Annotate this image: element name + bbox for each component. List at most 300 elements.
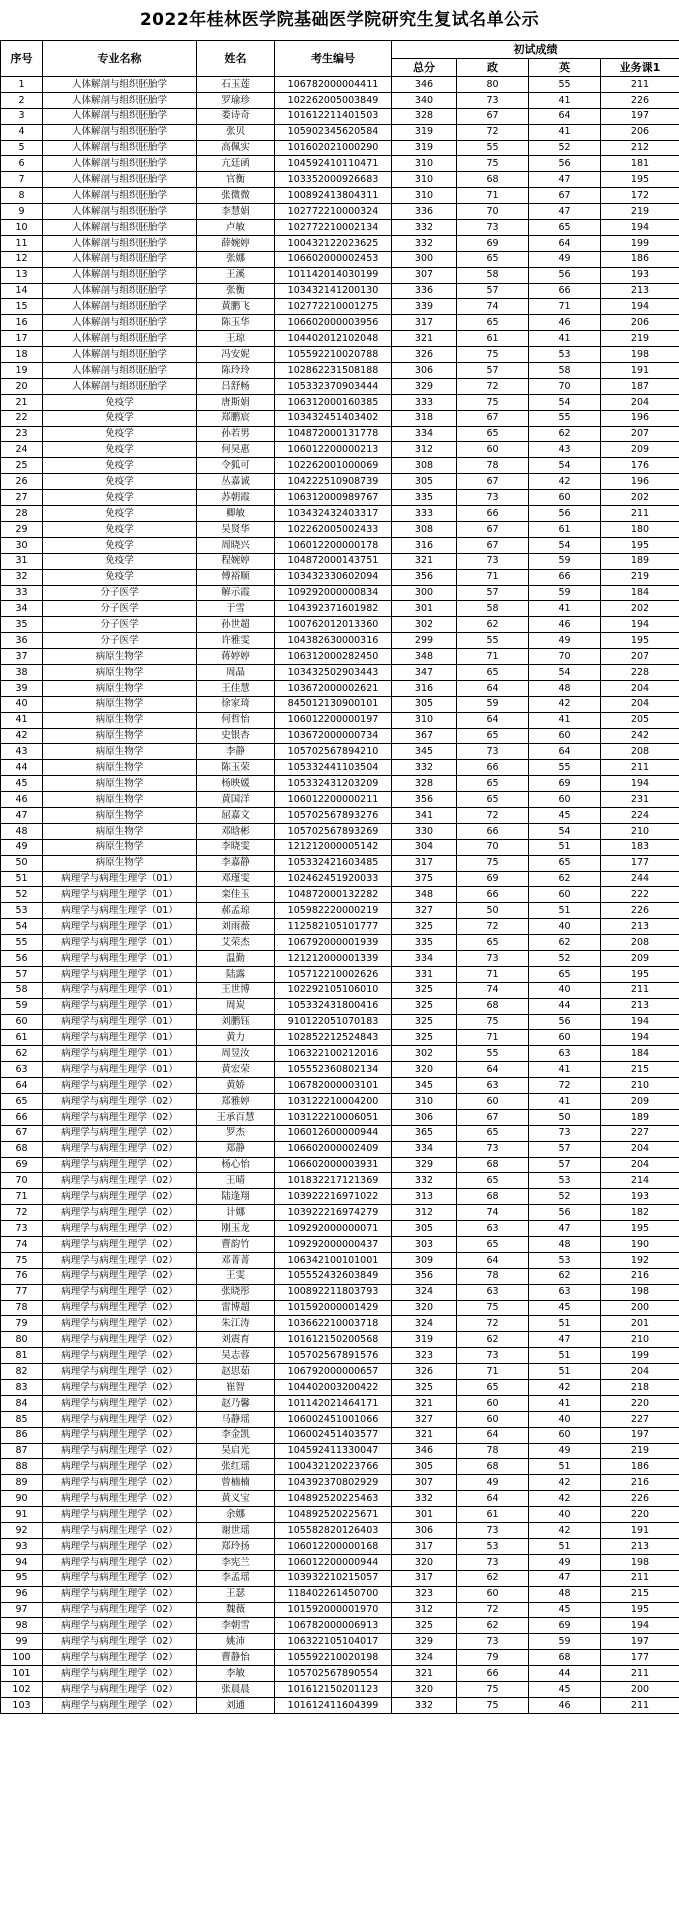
cell-name: 李金凯 [197,1427,275,1443]
cell-politics: 74 [457,1205,529,1221]
cell-politics: 67 [457,1109,529,1125]
cell-course1: 204 [601,1141,679,1157]
cell-name: 郝孟琼 [197,903,275,919]
cell-english: 61 [529,521,601,537]
cell-course1: 195 [601,966,679,982]
cell-total: 299 [392,633,457,649]
cell-total: 321 [392,553,457,569]
cell-exam-no: 102292105106010 [275,982,392,998]
cell-major: 人体解剖与组织胚胎学 [43,347,197,363]
table-row [1,680,679,696]
cell-politics: 60 [457,1411,529,1427]
cell-name: 程婉婷 [197,553,275,569]
cell-seq: 89 [1,1475,43,1491]
cell-major: 免疫学 [43,410,197,426]
cell-name: 何哲怡 [197,712,275,728]
cell-course1: 211 [601,1697,679,1713]
cell-english: 41 [529,92,601,108]
cell-name: 唐斯娟 [197,394,275,410]
cell-name: 王琼 [197,331,275,347]
table-row [1,617,679,633]
cell-politics: 71 [457,188,529,204]
cell-english: 60 [529,728,601,744]
cell-politics: 68 [457,1459,529,1475]
table-row [1,1332,679,1348]
cell-exam-no: 101612411604399 [275,1697,392,1713]
cell-seq: 96 [1,1586,43,1602]
cell-total: 320 [392,1681,457,1697]
cell-exam-no: 101832217121369 [275,1173,392,1189]
cell-major: 免疫学 [43,521,197,537]
cell-english: 40 [529,982,601,998]
cell-major: 病理学与病理生理学（02） [43,1284,197,1300]
cell-politics: 58 [457,267,529,283]
cell-major: 病理学与病理生理学（02） [43,1507,197,1523]
cell-total: 319 [392,140,457,156]
table-row [1,410,679,426]
cell-major: 病理学与病理生理学（02） [43,1094,197,1110]
table-row [1,1046,679,1062]
cell-major: 人体解剖与组织胚胎学 [43,315,197,331]
cell-politics: 73 [457,1554,529,1570]
cell-name: 张晨晨 [197,1681,275,1697]
cell-total: 310 [392,712,457,728]
cell-total: 306 [392,1109,457,1125]
cell-name: 谢世瑶 [197,1523,275,1539]
cell-politics: 65 [457,1380,529,1396]
table-row [1,935,679,951]
cell-seq: 16 [1,315,43,331]
cell-english: 51 [529,1459,601,1475]
cell-exam-no: 106782000003101 [275,1078,392,1094]
cell-name: 石玉莲 [197,77,275,93]
cell-english: 56 [529,1205,601,1221]
table-row [1,204,679,220]
cell-english: 69 [529,776,601,792]
cell-name: 曹静怡 [197,1650,275,1666]
cell-exam-no: 121212000005142 [275,839,392,855]
cell-seq: 94 [1,1554,43,1570]
cell-politics: 74 [457,982,529,998]
cell-english: 65 [529,855,601,871]
cell-course1: 181 [601,156,679,172]
cell-total: 328 [392,108,457,124]
cell-major: 人体解剖与组织胚胎学 [43,267,197,283]
cell-exam-no: 109292000000834 [275,585,392,601]
cell-english: 52 [529,140,601,156]
cell-seq: 90 [1,1491,43,1507]
table-row [1,696,679,712]
cell-english: 44 [529,1666,601,1682]
cell-english: 56 [529,1014,601,1030]
cell-english: 72 [529,1078,601,1094]
table-row [1,823,679,839]
cell-english: 41 [529,1062,601,1078]
table-row [1,1221,679,1237]
cell-name: 吕舒畅 [197,378,275,394]
cell-politics: 57 [457,585,529,601]
cell-english: 40 [529,919,601,935]
cell-english: 60 [529,792,601,808]
cell-seq: 61 [1,1030,43,1046]
cell-course1: 182 [601,1205,679,1221]
cell-total: 334 [392,950,457,966]
cell-seq: 55 [1,935,43,951]
cell-name: 陆露 [197,966,275,982]
cell-politics: 65 [457,1173,529,1189]
cell-course1: 196 [601,410,679,426]
cell-exam-no: 104872000132282 [275,887,392,903]
cell-exam-no: 106012600000944 [275,1125,392,1141]
cell-course1: 213 [601,919,679,935]
table-row [1,1523,679,1539]
table-row [1,1538,679,1554]
cell-english: 65 [529,966,601,982]
table-row [1,1554,679,1570]
cell-course1: 202 [601,490,679,506]
cell-name: 张晓彤 [197,1284,275,1300]
cell-seq: 69 [1,1157,43,1173]
cell-total: 325 [392,1014,457,1030]
cell-english: 51 [529,1316,601,1332]
cell-politics: 66 [457,887,529,903]
cell-seq: 58 [1,982,43,998]
cell-politics: 63 [457,1284,529,1300]
cell-major: 病理学与病理生理学（02） [43,1650,197,1666]
cell-politics: 65 [457,728,529,744]
cell-english: 45 [529,807,601,823]
cell-english: 57 [529,1141,601,1157]
cell-total: 325 [392,1030,457,1046]
cell-course1: 212 [601,140,679,156]
cell-name: 陆逢翔 [197,1189,275,1205]
header-name: 姓名 [197,41,275,77]
cell-exam-no: 102772210001275 [275,299,392,315]
table-row [1,1205,679,1221]
cell-major: 病理学与病理生理学（02） [43,1681,197,1697]
cell-exam-no: 106002451001066 [275,1411,392,1427]
cell-name: 黄国洋 [197,792,275,808]
cell-politics: 69 [457,871,529,887]
cell-name: 孙若男 [197,426,275,442]
table-row [1,839,679,855]
cell-course1: 204 [601,680,679,696]
table-row [1,474,679,490]
cell-politics: 75 [457,394,529,410]
cell-seq: 53 [1,903,43,919]
cell-politics: 60 [457,1395,529,1411]
cell-total: 324 [392,1284,457,1300]
cell-politics: 64 [457,1427,529,1443]
cell-name: 李孟瑶 [197,1570,275,1586]
cell-name: 赵乃馨 [197,1395,275,1411]
table-row [1,1173,679,1189]
cell-name: 苏朝霞 [197,490,275,506]
table-row [1,585,679,601]
cell-exam-no: 105552360802134 [275,1062,392,1078]
header-english: 英 [529,59,601,77]
cell-english: 49 [529,1554,601,1570]
cell-seq: 66 [1,1109,43,1125]
cell-english: 57 [529,1157,601,1173]
cell-seq: 77 [1,1284,43,1300]
cell-english: 53 [529,347,601,363]
cell-seq: 78 [1,1300,43,1316]
cell-english: 62 [529,935,601,951]
cell-politics: 73 [457,92,529,108]
cell-course1: 207 [601,649,679,665]
cell-seq: 5 [1,140,43,156]
cell-english: 60 [529,1427,601,1443]
cell-major: 病理学与病理生理学（02） [43,1109,197,1125]
cell-major: 病理学与病理生理学（01） [43,919,197,935]
cell-course1: 194 [601,1030,679,1046]
cell-major: 病理学与病理生理学（02） [43,1602,197,1618]
cell-politics: 63 [457,1221,529,1237]
cell-name: 陈玲玲 [197,363,275,379]
table-row [1,633,679,649]
cell-english: 46 [529,315,601,331]
cell-seq: 103 [1,1697,43,1713]
cell-exam-no: 106342100101001 [275,1252,392,1268]
table-row [1,1618,679,1634]
cell-seq: 86 [1,1427,43,1443]
cell-name: 魏薇 [197,1602,275,1618]
cell-english: 42 [529,696,601,712]
cell-politics: 72 [457,807,529,823]
cell-total: 339 [392,299,457,315]
cell-seq: 24 [1,442,43,458]
table-row [1,871,679,887]
cell-english: 54 [529,823,601,839]
cell-major: 人体解剖与组织胚胎学 [43,124,197,140]
cell-course1: 201 [601,1316,679,1332]
cell-total: 305 [392,1459,457,1475]
cell-politics: 72 [457,1316,529,1332]
cell-course1: 213 [601,998,679,1014]
cell-total: 310 [392,188,457,204]
cell-politics: 66 [457,506,529,522]
cell-name: 吴启光 [197,1443,275,1459]
cell-total: 336 [392,204,457,220]
table-row [1,649,679,665]
cell-politics: 68 [457,172,529,188]
cell-english: 45 [529,1300,601,1316]
cell-major: 人体解剖与组织胚胎学 [43,283,197,299]
cell-major: 病理学与病理生理学（02） [43,1268,197,1284]
header-politics: 政 [457,59,529,77]
cell-major: 病理学与病理生理学（02） [43,1523,197,1539]
cell-name: 刘通 [197,1697,275,1713]
cell-major: 病理学与病理生理学（02） [43,1252,197,1268]
table-row [1,251,679,267]
table-row [1,283,679,299]
cell-seq: 51 [1,871,43,887]
cell-english: 50 [529,1109,601,1125]
cell-politics: 73 [457,950,529,966]
cell-seq: 17 [1,331,43,347]
cell-course1: 195 [601,633,679,649]
cell-seq: 76 [1,1268,43,1284]
cell-politics: 60 [457,1094,529,1110]
table-row [1,1475,679,1491]
cell-total: 305 [392,474,457,490]
cell-course1: 207 [601,426,679,442]
cell-english: 51 [529,903,601,919]
cell-exam-no: 106012200000944 [275,1554,392,1570]
cell-total: 332 [392,1491,457,1507]
cell-major: 病理学与病理生理学（02） [43,1205,197,1221]
cell-major: 病原生物学 [43,807,197,823]
cell-course1: 227 [601,1411,679,1427]
cell-politics: 69 [457,235,529,251]
table-row [1,347,679,363]
cell-english: 41 [529,124,601,140]
cell-politics: 55 [457,140,529,156]
cell-name: 罗杰 [197,1125,275,1141]
cell-seq: 38 [1,664,43,680]
cell-exam-no: 102262005003849 [275,92,392,108]
cell-english: 68 [529,1650,601,1666]
cell-major: 病理学与病理生理学（01） [43,935,197,951]
cell-course1: 195 [601,1602,679,1618]
cell-name: 计娜 [197,1205,275,1221]
cell-major: 病理学与病理生理学（02） [43,1221,197,1237]
cell-name: 令狐可 [197,458,275,474]
cell-politics: 65 [457,776,529,792]
cell-total: 335 [392,935,457,951]
cell-english: 52 [529,1189,601,1205]
cell-name: 周炭 [197,998,275,1014]
cell-politics: 75 [457,855,529,871]
cell-name: 曹韵竹 [197,1237,275,1253]
cell-major: 病理学与病理生理学（02） [43,1380,197,1396]
cell-english: 48 [529,1237,601,1253]
table-row [1,1109,679,1125]
cell-course1: 211 [601,982,679,998]
cell-course1: 200 [601,1300,679,1316]
table-row [1,77,679,93]
cell-english: 45 [529,1602,601,1618]
cell-politics: 71 [457,966,529,982]
cell-english: 62 [529,871,601,887]
cell-total: 316 [392,680,457,696]
cell-politics: 79 [457,1650,529,1666]
cell-name: 雷博超 [197,1300,275,1316]
cell-english: 54 [529,458,601,474]
cell-english: 70 [529,378,601,394]
cell-english: 47 [529,1570,601,1586]
cell-english: 47 [529,1332,601,1348]
cell-politics: 73 [457,1634,529,1650]
cell-exam-no: 103662210003718 [275,1316,392,1332]
cell-seq: 92 [1,1523,43,1539]
cell-major: 病理学与病理生理学（01） [43,950,197,966]
cell-exam-no: 106012200000197 [275,712,392,728]
table-row [1,744,679,760]
cell-course1: 196 [601,474,679,490]
cell-major: 人体解剖与组织胚胎学 [43,220,197,236]
cell-politics: 72 [457,378,529,394]
cell-major: 人体解剖与组织胚胎学 [43,172,197,188]
cell-total: 332 [392,235,457,251]
cell-total: 319 [392,1332,457,1348]
table-row [1,1300,679,1316]
cell-exam-no: 102772210000324 [275,204,392,220]
cell-major: 人体解剖与组织胚胎学 [43,188,197,204]
cell-major: 病原生物学 [43,760,197,776]
cell-seq: 74 [1,1237,43,1253]
table-row [1,1491,679,1507]
cell-english: 49 [529,633,601,649]
cell-english: 41 [529,1395,601,1411]
cell-exam-no: 106602000003956 [275,315,392,331]
cell-exam-no: 101612150200568 [275,1332,392,1348]
cell-major: 人体解剖与组织胚胎学 [43,331,197,347]
cell-english: 47 [529,172,601,188]
cell-name: 马静瑶 [197,1411,275,1427]
cell-exam-no: 910122051070183 [275,1014,392,1030]
cell-politics: 68 [457,998,529,1014]
cell-seq: 91 [1,1507,43,1523]
table-row [1,760,679,776]
cell-total: 333 [392,506,457,522]
cell-politics: 64 [457,680,529,696]
table-row [1,1014,679,1030]
cell-seq: 63 [1,1062,43,1078]
cell-major: 病理学与病理生理学（02） [43,1459,197,1475]
table-row [1,1443,679,1459]
cell-exam-no: 106012200000168 [275,1538,392,1554]
cell-seq: 29 [1,521,43,537]
cell-english: 66 [529,569,601,585]
cell-major: 免疫学 [43,569,197,585]
cell-name: 艾荣杰 [197,935,275,951]
table-row [1,664,679,680]
cell-english: 42 [529,1380,601,1396]
cell-seq: 99 [1,1634,43,1650]
cell-course1: 219 [601,204,679,220]
cell-name: 赵思茹 [197,1364,275,1380]
cell-exam-no: 105552432603849 [275,1268,392,1284]
cell-total: 300 [392,585,457,601]
cell-english: 53 [529,1252,601,1268]
cell-exam-no: 104222510908739 [275,474,392,490]
cell-name: 卢敏 [197,220,275,236]
cell-course1: 197 [601,1634,679,1650]
cell-english: 70 [529,649,601,665]
cell-politics: 73 [457,490,529,506]
cell-politics: 78 [457,1443,529,1459]
cell-major: 人体解剖与组织胚胎学 [43,108,197,124]
cell-seq: 50 [1,855,43,871]
table-row [1,1697,679,1713]
table-row [1,1237,679,1253]
cell-course1: 244 [601,871,679,887]
table-row [1,1316,679,1332]
cell-politics: 61 [457,331,529,347]
cell-seq: 3 [1,108,43,124]
cell-name: 朱江涛 [197,1316,275,1332]
cell-major: 病理学与病理生理学（02） [43,1316,197,1332]
cell-major: 病理学与病理生理学（02） [43,1173,197,1189]
cell-exam-no: 106012200000211 [275,792,392,808]
cell-major: 病理学与病理生理学（01） [43,998,197,1014]
cell-major: 人体解剖与组织胚胎学 [43,77,197,93]
table-row [1,1650,679,1666]
cell-name: 栾佳玉 [197,887,275,903]
cell-name: 官衡 [197,172,275,188]
